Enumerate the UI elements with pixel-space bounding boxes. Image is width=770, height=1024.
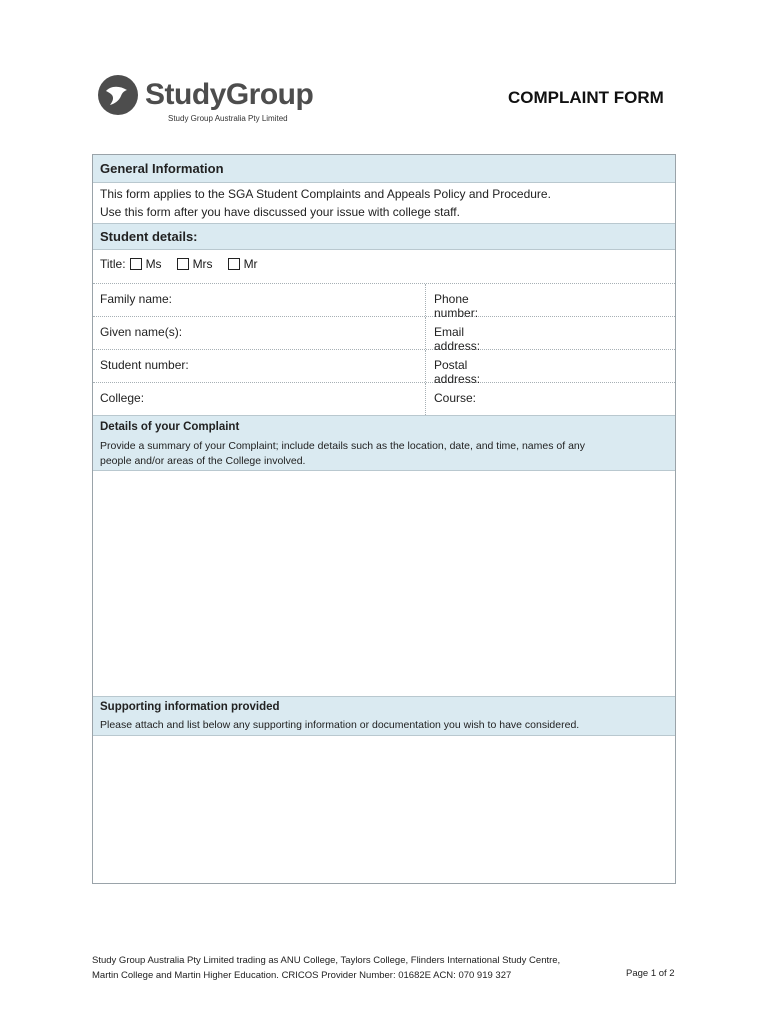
general-info-heading: General Information [100, 161, 224, 176]
complaint-header [93, 416, 675, 471]
student-number-row [93, 350, 675, 386]
student-number-field[interactable]: Student number: [100, 358, 189, 372]
footer [92, 953, 560, 983]
general-info-line2: Use this form after you have discussed your issue with college staff. [100, 205, 460, 219]
page-number: Page 1 of 2 [626, 968, 675, 979]
email-address-field[interactable]: Email address: [434, 325, 481, 353]
complaint-text-area[interactable] [93, 471, 675, 696]
logo-subtitle: Study Group Australia Pty Limited [168, 114, 288, 123]
complaint-form [92, 154, 676, 884]
complaint-heading: Details of your Complaint [100, 421, 240, 433]
student-details-heading: Student details: [100, 229, 198, 244]
footer-line1: Study Group Australia Pty Limited trading as ANU College, Taylors College, Flinders International Study Centre, [92, 955, 561, 966]
complaint-desc-line2: people and/or areas of the College involved. [100, 455, 306, 467]
college-field[interactable]: College: [100, 391, 145, 405]
title-ms-checkbox[interactable] [130, 258, 142, 270]
title-label: Title: [100, 257, 126, 271]
family-name-row [93, 284, 675, 320]
title-mr-checkbox[interactable] [228, 258, 240, 270]
family-name-field[interactable]: Family name: [100, 292, 173, 306]
title-mrs-label: Mrs [192, 257, 213, 271]
supporting-desc: Please attach and list below any supporting information or documentation you wish to have considered. [100, 719, 580, 731]
student-details-header [93, 223, 675, 250]
course-field[interactable]: Course: [434, 391, 477, 405]
given-name-field[interactable]: Given name(s): [100, 325, 183, 339]
given-name-row [93, 317, 675, 353]
supporting-heading: Supporting information provided [100, 701, 280, 713]
title-mrs-checkbox[interactable] [177, 258, 189, 270]
college-row [93, 383, 675, 416]
general-info-body [93, 183, 675, 223]
phone-number-field[interactable]: Phone number: [434, 292, 479, 320]
supporting-text-area[interactable] [93, 736, 675, 883]
studygroup-logo-icon [97, 74, 139, 116]
logo-wordmark: StudyGroup [145, 78, 314, 111]
company-logo [97, 74, 313, 116]
postal-address-field[interactable]: Postal address: [434, 358, 481, 386]
title-ms-label: Ms [145, 257, 162, 271]
footer-line2: Martin College and Martin Higher Education. CRICOS Provider Number: 01682E ACN: 070 919 327 [92, 970, 512, 981]
general-info-header [93, 155, 675, 183]
general-info-line1: This form applies to the SGA Student Complaints and Appeals Policy and Procedure. [100, 187, 551, 201]
title-mr-label: Mr [243, 257, 258, 271]
title-row [93, 250, 675, 284]
form-title: COMPLAINT FORM [508, 88, 664, 107]
complaint-desc-line1: Provide a summary of your Complaint; include details such as the location, date, and time, names of any [100, 440, 585, 452]
supporting-header [93, 696, 675, 736]
